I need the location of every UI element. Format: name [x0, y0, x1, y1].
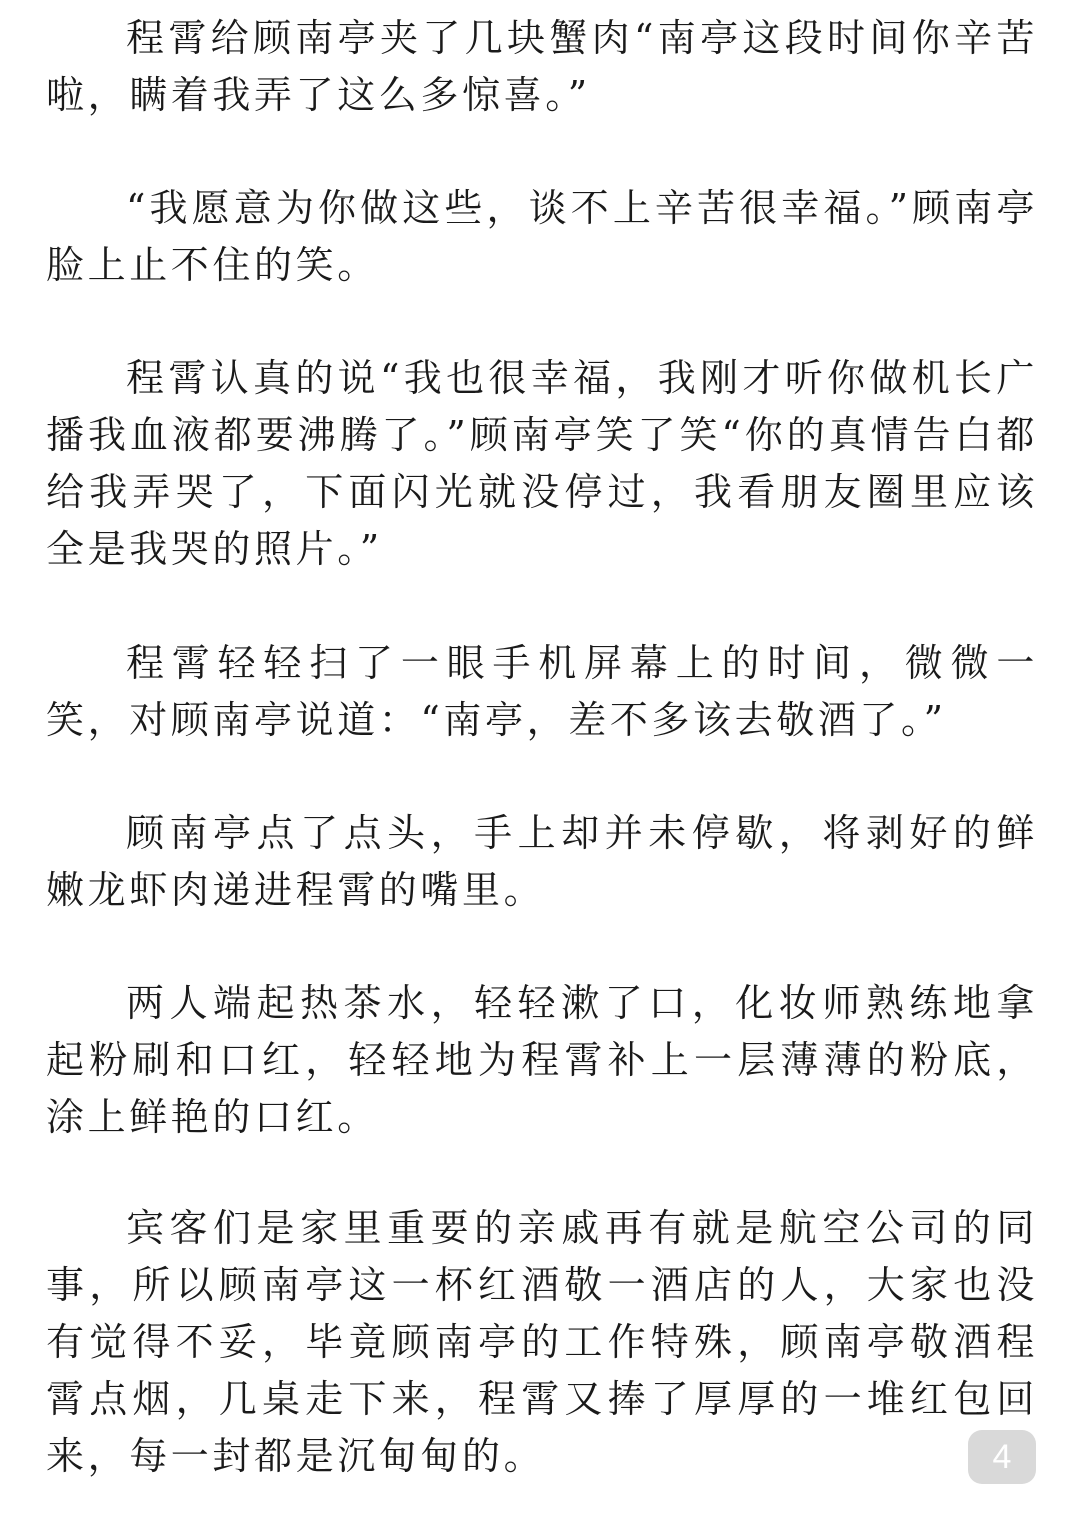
paragraph-4: 程霄轻轻扫了一眼手机屏幕上的时间，微微一笑，对顾南亭说道：“南亭，差不多该去敬酒了。” — [46, 641, 1038, 742]
page-number: 4 — [992, 1437, 1012, 1476]
paragraph-1: 程霄给顾南亭夹了几块蟹肉“南亭这段时间你辛苦啦，瞒着我弄了这么多惊喜。” — [46, 16, 1038, 117]
paragraph-5: 顾南亭点了点头，手上却并未停歇，将剥好的鲜嫩龙虾肉递进程霄的嘴里。 — [46, 811, 1038, 912]
paragraph-6: 两人端起热茶水，轻轻漱了口，化妆师熟练地拿起粉刷和口红，轻轻地为程霄补上一层薄薄的粉底，涂上鲜艳的口红。 — [46, 981, 1038, 1139]
paragraph-2: “我愿意为你做这些，谈不上辛苦很幸福。”顾南亭脸上止不住的笑。 — [46, 186, 1038, 287]
page-number-badge — [968, 1430, 1036, 1484]
paragraph-3: 程霄认真的说“我也很幸福，我刚才听你做机长广播我血液都要沸腾了。”顾南亭笑了笑“你的真情告白都给我弄哭了，下面闪光就没停过，我看朋友圈里应该全是我哭的照片。” — [46, 356, 1038, 571]
paragraph-7: 宾客们是家里重要的亲戚再有就是航空公司的同事，所以顾南亭这一杯红酒敬一酒店的人，大家也没有觉得不妥，毕竟顾南亭的工作特殊，顾南亭敬酒程霄点烟，几桌走下来，程霄又捧了厚厚的一堆红包回来，每一封都是沉甸甸的。 — [46, 1206, 1038, 1478]
